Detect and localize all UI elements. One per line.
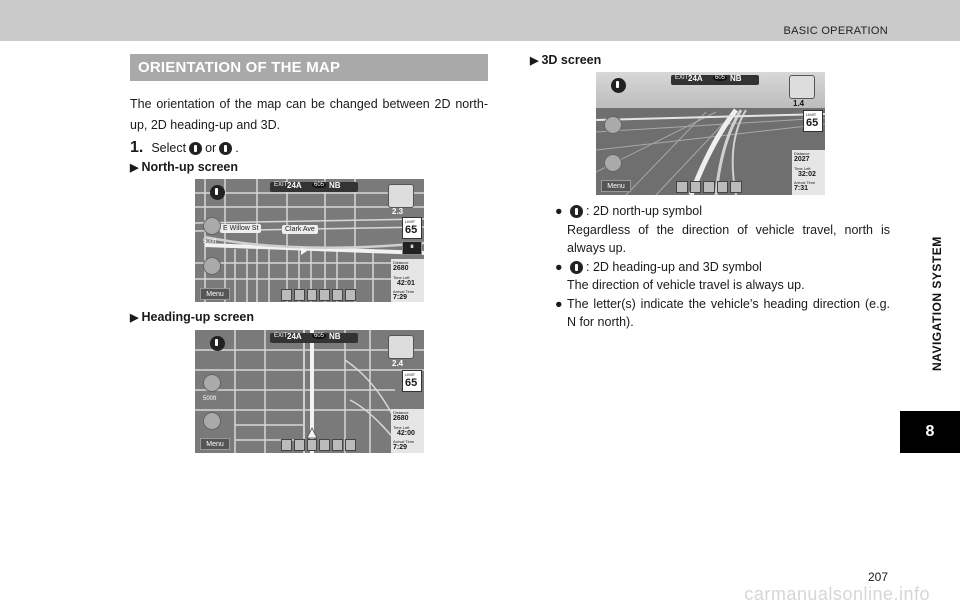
step-number: 1.: [130, 139, 144, 156]
street-label-clark: Clark Ave: [282, 225, 318, 234]
bullet-text: The letter(s) indicate the vehicle’s heading direction (e.g. N for north).: [567, 297, 890, 329]
turn-distance: 2.3: [392, 207, 404, 216]
arrival-value: 7:29: [393, 294, 408, 301]
heading-up-heading: [130, 310, 254, 324]
time-left-label: Time Left: [794, 166, 811, 171]
turn-distance: 1.4: [793, 99, 805, 108]
turn-distance: 2.4: [392, 359, 404, 368]
lane-arrow-icon: [703, 181, 715, 193]
menu-button[interactable]: Menu: [601, 180, 631, 192]
page-number: 207: [867, 570, 888, 584]
limit-label: LIMIT: [405, 219, 416, 224]
lane-arrow-icon: [676, 181, 688, 193]
limit-label: LIMIT: [806, 112, 817, 117]
north-up-label: North-up screen: [141, 160, 239, 174]
arrival-label: Arrival Time: [794, 180, 816, 185]
arrival-value: 7:31: [794, 185, 809, 192]
lane-arrow-icon: [717, 181, 729, 193]
bullet-marker: ●: [555, 260, 563, 274]
three-d-heading: [530, 53, 601, 67]
bullet-heading-letters: [555, 295, 890, 331]
time-left-value: 42:01: [397, 280, 415, 287]
lane-guidance: [676, 181, 742, 193]
lane-arrow-icon: [307, 289, 318, 301]
limit-value: 65: [405, 224, 418, 236]
north-up-heading: [130, 160, 238, 174]
zoom-in-icon[interactable]: [604, 116, 622, 134]
step-text-mid: or: [205, 141, 217, 155]
speed-limit-sign: [803, 110, 823, 132]
north-up-symbol-icon: [570, 205, 583, 218]
trip-info-panel: [792, 150, 825, 195]
distance-label: Distance: [794, 151, 810, 156]
exit-number: 24A: [287, 332, 302, 341]
bullet-text: : 2D north-up symbol: [586, 204, 703, 218]
pause-icon[interactable]: ⏸: [402, 241, 422, 255]
exit-number: 24A: [287, 181, 302, 190]
turn-arrow-icon: [388, 335, 414, 359]
exit-label: EXIT: [274, 333, 288, 339]
section-title: ORIENTATION OF THE MAP: [130, 54, 488, 81]
heading-up-symbol-icon: [570, 261, 583, 274]
exit-number: 24A: [688, 74, 703, 83]
lane-arrow-icon: [730, 181, 742, 193]
lane-arrow-icon: [307, 439, 318, 451]
north-up-symbol-icon: [189, 142, 202, 155]
heading-up-compass-icon[interactable]: [210, 336, 225, 351]
three-d-map-screen: [596, 72, 825, 195]
distance-label: Distance: [393, 410, 409, 415]
heading-up-compass-icon[interactable]: [611, 78, 626, 93]
lane-arrow-icon: [281, 439, 292, 451]
bullet-north-up: [555, 202, 890, 220]
lane-arrow-icon: [281, 289, 292, 301]
lane-arrow-icon: [332, 289, 343, 301]
arrival-label: Arrival Time: [393, 439, 415, 444]
route-shield: 605: [314, 182, 325, 188]
zoom-out-icon[interactable]: [203, 257, 221, 275]
triangle-icon: ▶: [130, 162, 139, 174]
lane-arrow-icon: [345, 289, 356, 301]
chapter-number: 8: [900, 411, 960, 453]
distance-value: 2680: [393, 415, 409, 422]
time-left-value: 32:02: [798, 171, 816, 178]
exit-label: EXIT: [675, 75, 689, 81]
lane-arrow-icon: [332, 439, 343, 451]
speed-limit-sign: [402, 217, 422, 239]
street-label-willow: E Willow St: [220, 224, 261, 233]
bullet-marker: ●: [555, 297, 563, 311]
distance-value: 2027: [794, 156, 810, 163]
limit-label: LIMIT: [405, 372, 416, 377]
distance-value: 2680: [393, 265, 409, 272]
heading-up-map-screen: [195, 330, 424, 453]
limit-value: 65: [405, 377, 418, 389]
limit-value: 65: [806, 117, 819, 129]
lane-arrow-icon: [345, 439, 356, 451]
map-scale: 500ft: [203, 239, 217, 245]
menu-button[interactable]: Menu: [200, 438, 230, 450]
side-tab: [900, 41, 960, 411]
bullet-north-up-detail: Regardless of the direction of vehicle travel, north is always up.: [567, 223, 890, 255]
step-text-end: .: [235, 141, 239, 155]
bullet-text: : 2D heading-up and 3D symbol: [586, 260, 762, 274]
turn-arrow-icon: [789, 75, 815, 99]
arrival-label: Arrival Time: [393, 289, 415, 294]
direction-label: NB: [329, 181, 341, 190]
zoom-out-icon[interactable]: [604, 154, 622, 172]
triangle-icon: ▶: [130, 312, 139, 324]
speed-limit-sign: [402, 370, 422, 392]
lane-guidance: [281, 289, 356, 301]
direction-label: NB: [730, 74, 742, 83]
time-left-label: Time Left: [393, 425, 410, 430]
bullet-marker: ●: [555, 204, 563, 218]
direction-label: NB: [329, 332, 341, 341]
lane-arrow-icon: [690, 181, 702, 193]
lane-arrow-icon: [294, 439, 305, 451]
page-header-bar: [0, 0, 960, 41]
lane-arrow-icon: [319, 439, 330, 451]
heading-up-label: Heading-up screen: [141, 310, 254, 324]
north-up-map-screen: [195, 179, 424, 302]
exit-label: EXIT: [274, 182, 288, 188]
route-shield: 605: [715, 75, 726, 81]
zoom-in-icon[interactable]: [203, 217, 221, 235]
side-tab-label: NAVIGATION SYSTEM: [930, 236, 944, 371]
north-up-compass-icon[interactable]: [210, 185, 225, 200]
time-left-value: 42:00: [397, 430, 415, 437]
intro-paragraph: The orientation of the map can be changed between 2D north-up, 2D heading-up and 3D.: [130, 97, 488, 132]
map-scale: 500ft: [203, 396, 217, 402]
three-d-label: 3D screen: [541, 53, 602, 67]
section-header: BASIC OPERATION: [783, 25, 888, 37]
time-left-label: Time Left: [393, 275, 410, 280]
lane-arrow-icon: [319, 289, 330, 301]
watermark: carmanualsonline.info: [744, 584, 930, 604]
lane-arrow-icon: [294, 289, 305, 301]
step-1: [130, 139, 239, 157]
zoom-in-icon[interactable]: [203, 374, 221, 392]
trip-info-panel: [391, 259, 424, 302]
turn-arrow-icon: [388, 184, 414, 208]
trip-info-panel: [391, 409, 424, 453]
route-shield: 605: [314, 333, 325, 339]
menu-button[interactable]: Menu: [200, 288, 230, 300]
zoom-out-icon[interactable]: [203, 412, 221, 430]
step-text-before: Select: [151, 141, 187, 155]
arrival-value: 7:29: [393, 444, 408, 451]
triangle-icon: ▶: [530, 55, 539, 67]
heading-up-symbol-icon: [219, 142, 232, 155]
distance-label: Distance: [393, 260, 409, 265]
lane-guidance: [281, 439, 356, 451]
bullet-heading-up: [555, 258, 890, 276]
bullet-heading-up-detail: The direction of vehicle travel is always up.: [567, 278, 805, 292]
